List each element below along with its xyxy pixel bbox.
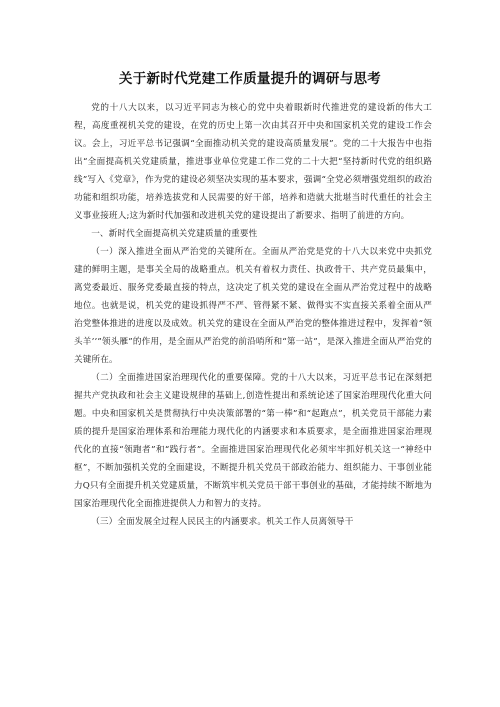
section-heading-1: 一、新时代全面提高机关党建质量的重要性	[91, 229, 258, 239]
section-1-paragraph-1: （一）深入推进全面从严治党的关键所在。全面从严治党是党的十八大以来党中央抓党建的鲜明主题，是事关全局的战略重点。机关有着权力责任、执政骨干、共产党员最集中，离党委最近、服务党委最直接的特点，这决定了机关党的建设在全面从严治党过程中的战略地位。也就是说，机关党的建设抓得严不严、管得紧不紧、做得实不实直接关系着全面从严治党整体推进的进度以及成效。机关党的建设在全面从严治党的整体推进过程中，发挥着“领头羊’’”领头雁”的作用，是全面从严治党的前沿哨所和“第一站”，是深入推进全面从严治党的关键所在。	[74, 247, 432, 365]
document-title: 关于新时代党建工作质量提升的调研与思考	[118, 71, 382, 87]
document-body	[74, 99, 432, 531]
section-1-paragraph-2: （二）全面推进国家治理现代化的重要保障。党的十八大以来，习近平总书记在深刻把握共产党执政和社会主义建设规律的基础上,创造性提出和系统论述了国家治理现代化重大问题。中央和国家机关是贯彻执行中央决策部署的“第一棒”和“起跑点”，机关党员干部能力素质的提升是国家治理体系和治理能力现代化的内涵要求和本质要求，是全面推进国家治理现代化的直接“领跑者”和“践行者”。全面推进国家治理现代化必须牢牢抓好机关这一“神经中枢”，不断加强机关党的全面建设，不断提升机关党员干部政治能力、组织能力、干事创业能力Q只有全面提升机关党建质量，不断筑牢机关党员干部干事创业的基础，才能持续不断地为国家治理现代化全面推进提供人力和智力的支持。	[74, 373, 432, 509]
section-1-paragraph-3: （三）全面发展全过程人民民主的内涵要求。机关工作人员离领导干	[91, 517, 354, 527]
intro-paragraph: 党的十八大以来，以习近平同志为核心的党中央着眼新时代推进党的建设新的伟大工程，高度重视机关党的建设，在党的历史上第一次由其召开中央和国家机关党的建设工作会议。会上，习近平总书记强调“全面推动机关党的建设高质量发展”。党的二十大报告中也指出“全面提高机关党建质量，推进事业单位党建工作二党的二十大把“坚持新时代党的组织路线”写入《党章》，作为党的建设必须坚决实现的基本要求，强调“全党必须增强党组织的政治功能和组织功能，培养选拔党和人民需要的好干部，培养和造就大批堪当时代重任的社会主义事业接班人;这为新时代加强和改进机关党的建设提出了新要求、指明了前进的方向。	[74, 103, 432, 221]
